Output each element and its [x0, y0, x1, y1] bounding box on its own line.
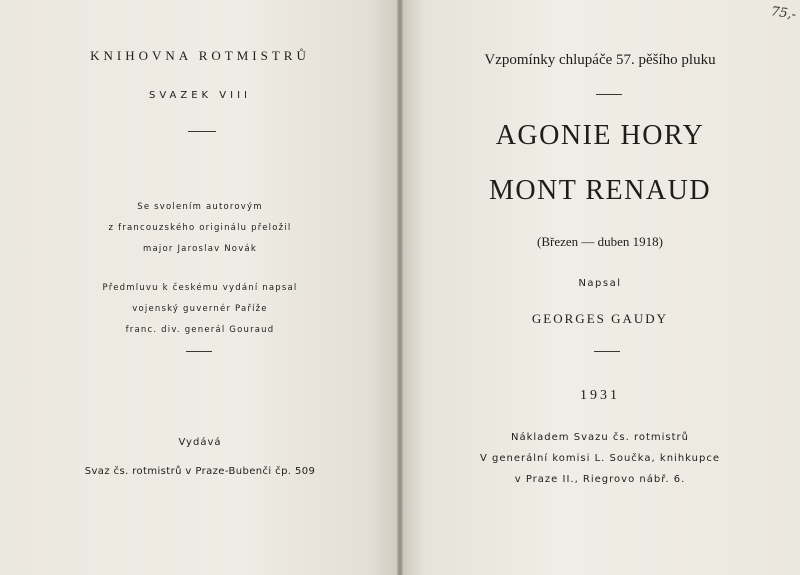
translation-line: major Jaroslav Novák	[143, 244, 257, 254]
series-title: KNIHOVNA ROTMISTRŮ	[90, 48, 310, 63]
imprint-line: Nákladem Svazu čs. rotmistrů	[511, 432, 689, 443]
divider	[186, 351, 212, 352]
translation-line: z francouzského originálu přeložil	[108, 223, 292, 233]
translation-line: Se svolením autorovým	[137, 202, 263, 212]
book-gutter	[397, 0, 403, 575]
publisher-name: Svaz čs. rotmistrů v Praze-Bubenči čp. 509	[84, 466, 316, 477]
title-line-1: AGONIE HORY	[495, 120, 705, 151]
preface-line: franc. div. generál Gouraud	[125, 325, 275, 335]
title-line-2: MONT RENAUD	[488, 175, 712, 206]
publication-year: 1931	[580, 388, 620, 403]
imprint-line: v Praze II., Riegrovo nábř. 6.	[514, 474, 686, 485]
divider	[188, 131, 216, 132]
volume-number: SVAZEK VIII	[149, 90, 251, 101]
author-label: Napsal	[578, 278, 622, 289]
subtitle: Vzpomínky chlupáče 57. pěšího pluku	[484, 52, 716, 68]
date-range: (Březen — duben 1918)	[537, 234, 663, 249]
imprint-line: V generální komisi L. Součka, knihkupce	[480, 453, 720, 464]
divider	[596, 94, 622, 95]
right-page	[400, 0, 800, 575]
preface-line: Předmluvu k českému vydání napsal	[102, 283, 298, 293]
divider	[594, 351, 620, 352]
pencil-note: 75,-	[770, 4, 797, 23]
author-name: GEORGES GAUDY	[531, 311, 669, 326]
publisher-label: Vydává	[178, 437, 222, 448]
preface-line: vojenský guvernér Paříže	[132, 304, 268, 314]
